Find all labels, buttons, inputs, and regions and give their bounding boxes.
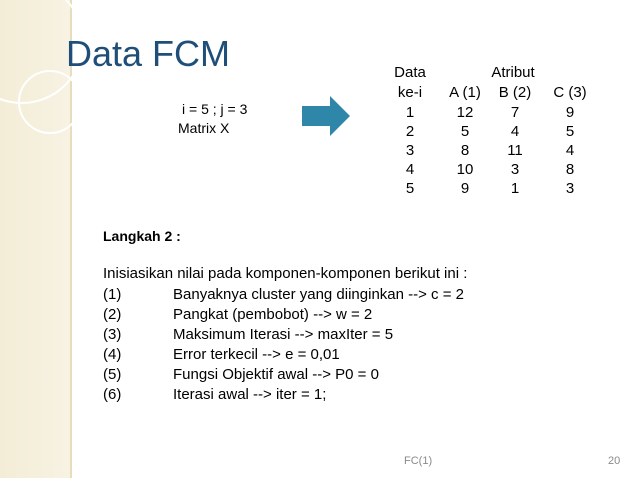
list-item <box>103 306 372 323</box>
table-col-header: A (1) <box>449 84 481 101</box>
step-text: Error terkecil --> e = 0,01 <box>173 346 340 363</box>
list-item <box>103 366 379 383</box>
params-line-1: i = 5 ; j = 3 <box>182 101 248 117</box>
step-number: (2) <box>103 306 122 323</box>
table-cell: 8 <box>460 142 470 159</box>
table-cell: 7 <box>510 104 520 121</box>
step-number: (3) <box>103 326 122 343</box>
list-item <box>103 346 340 363</box>
table-col-header: B (2) <box>498 84 532 101</box>
table-header-data: Data <box>394 64 426 81</box>
decor-ring-small <box>18 70 82 134</box>
step-text: Iterasi awal --> iter = 1; <box>173 386 327 403</box>
table-cell: 11 <box>507 142 523 159</box>
step-number: (5) <box>103 366 122 383</box>
right-arrow-icon <box>302 96 350 136</box>
params-line-2: Matrix X <box>178 120 230 136</box>
step-number: (1) <box>103 286 122 303</box>
table-cell: 4 <box>565 142 575 159</box>
table-header-atribut: Atribut <box>491 64 535 81</box>
table-cell: 8 <box>565 161 575 178</box>
table-col-header: ke-i <box>397 84 423 101</box>
step-text: Banyaknya cluster yang diinginkan --> c = 2 <box>173 286 464 303</box>
step-text: Maksimum Iterasi --> maxIter = 5 <box>173 326 394 343</box>
list-item <box>103 326 393 343</box>
footer-label: FC(1) <box>404 455 433 467</box>
table-cell: 5 <box>565 123 575 140</box>
table-cell: 5 <box>405 180 415 197</box>
step-text: Fungsi Objektif awal --> P0 = 0 <box>173 366 379 383</box>
list-item <box>103 386 326 403</box>
table-cell: 1 <box>405 104 415 121</box>
step-number: (6) <box>103 386 122 403</box>
table-cell: 9 <box>565 104 575 121</box>
table-cell: 5 <box>460 123 470 140</box>
page-number: 20 <box>608 455 621 467</box>
step-text: Pangkat (pembobot) --> w = 2 <box>173 306 373 323</box>
table-cell: 3 <box>565 180 575 197</box>
table-col-header: C (3) <box>553 84 587 101</box>
list-item <box>103 286 464 303</box>
table-cell: 4 <box>510 123 520 140</box>
slide-title: Data FCM <box>66 33 231 74</box>
table-cell: 3 <box>510 161 520 178</box>
table-cell: 10 <box>456 161 474 178</box>
intro-text: Inisiasikan nilai pada komponen-komponen berikut ini : <box>103 265 468 282</box>
table-cell: 12 <box>456 104 474 121</box>
step-number: (4) <box>103 346 122 363</box>
section-title: Langkah 2 : <box>103 228 181 244</box>
table-cell: 9 <box>460 180 470 197</box>
table-cell: 1 <box>510 180 520 197</box>
table-cell: 2 <box>405 123 415 140</box>
table-cell: 4 <box>405 161 415 178</box>
table-cell: 3 <box>405 142 415 159</box>
